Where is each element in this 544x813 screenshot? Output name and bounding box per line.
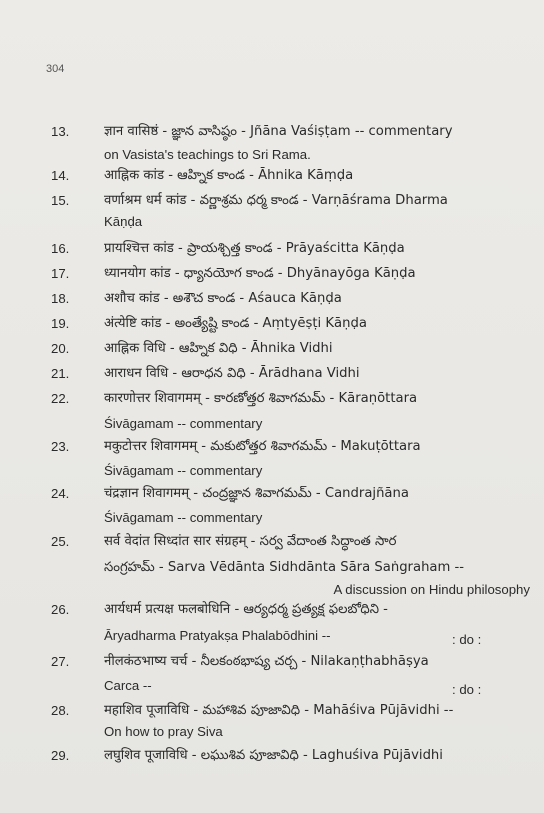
list-item-continuation [0, 508, 544, 528]
list-item [0, 701, 544, 721]
list-item-continuation [0, 212, 544, 232]
item-description: On how to pray Siva [104, 724, 223, 739]
item-description: A discussion on Hindu philosophy [333, 582, 530, 597]
list-item [0, 314, 544, 334]
item-title-cont: Kāṇḍa [104, 214, 143, 229]
item-number: 19. [51, 316, 70, 331]
item-number: 26. [51, 602, 70, 617]
list-item-continuation [0, 558, 544, 578]
item-number: 20. [51, 341, 70, 356]
item-title: चंद्रज्ञान शिवागमम् - చంద్రజ్ఞాన శివాగమమ్ - Candrajñāna [104, 486, 409, 501]
list-item [0, 191, 544, 211]
item-title: ज्ञान वासिष्ठं - జ్ఞాన వాసిష్ఠం - Jñāna Vaśiṣṭam -- commentary [104, 124, 453, 139]
list-item [0, 339, 544, 359]
list-item-continuation [0, 461, 544, 481]
item-number: 18. [51, 291, 70, 306]
list-item [0, 652, 544, 672]
item-number: 21. [51, 366, 70, 381]
list-item-continuation [0, 626, 544, 646]
list-item [0, 289, 544, 309]
list-item [0, 600, 544, 620]
item-title: मकुटोत्तर शिवागमम् - మకుటోత్తర శివాగమమ్ - Makuṭōttara [104, 439, 421, 454]
item-number: 22. [51, 391, 70, 406]
item-title: आराधन विधि - ఆరాధన విధి - Ārādhana Vidhi [104, 366, 360, 381]
item-description: on Vasista's teachings to Sri Rama. [104, 147, 311, 162]
ditto-mark: : do : [452, 682, 482, 697]
list-item [0, 532, 544, 552]
item-title: लघुशिव पूजाविधि - లఘుశివ పూజావిధి - Laghuśiva Pūjāvidhi [104, 748, 443, 763]
list-item [0, 239, 544, 259]
item-title: ध्यानयोग कांड - ధ్యానయోగ కాండ - Dhyānayōga Kāṇḍa [104, 266, 416, 281]
list-item-continuation [0, 145, 544, 165]
page-number: 304 [46, 63, 65, 75]
list-item-continuation [0, 414, 544, 434]
item-title: नीलकंठभाष्य चर्च - నీలకంఠభాష్య చర్చ - Nilakaṇṭhabhāṣya [104, 654, 429, 669]
item-title-cont: Āryadharma Pratyakṣa Phalabōdhini -- [104, 628, 331, 643]
item-number: 29. [51, 748, 70, 763]
item-title: कारणोत्तर शिवागमम् - కారణోత్తర శివాగమమ్ - Kāraṇōttara [104, 391, 418, 406]
item-number: 13. [51, 124, 70, 139]
list-item [0, 364, 544, 384]
item-title: आह्निक विधि - ఆహ్నిక విధి - Āhnika Vidhi [104, 341, 333, 356]
item-number: 23. [51, 439, 70, 454]
list-item [0, 484, 544, 504]
item-title: सर्व वेदांत सिध्दांत सार संग्रहम् - సర్వ వేదాంత సిద్ధాంత సార [104, 534, 397, 549]
item-number: 25. [51, 534, 70, 549]
item-title: आर्यधर्म प्रत्यक्ष फलबोधिनि - ఆర్యధర్మ ప్రత్యక్ష ఫలబోధిని - [104, 602, 388, 617]
item-description: Śivāgamam -- commentary [104, 416, 263, 431]
list-item [0, 122, 544, 142]
list-item [0, 437, 544, 457]
item-title: आह्निक कांड - ఆహ్నిక కాండ - Āhnika Kāṃḍa [104, 168, 354, 183]
item-title: अशौच कांड - అశౌచ కాండ - Aśauca Kāṇḍa [104, 291, 342, 306]
item-number: 17. [51, 266, 70, 281]
item-number: 14. [51, 168, 70, 183]
list-item-continuation [0, 722, 544, 742]
list-item [0, 166, 544, 186]
list-item [0, 746, 544, 766]
item-number: 27. [51, 654, 70, 669]
item-number: 16. [51, 241, 70, 256]
item-number: 15. [51, 193, 70, 208]
item-title: प्रायश्चित्त कांड - ప్రాయశ్చిత్త కాండ - Prāyaścitta Kāṇḍa [104, 241, 405, 256]
ditto-mark: : do : [452, 632, 482, 647]
item-title: वर्णाश्रम धर्म कांड - వర్ణాశ్రమ ధర్మ కాండ - Varṇāśrama Dharma [104, 193, 448, 208]
item-title-cont: సంగ్రహమ్ - Sarva Vēdānta Sidhdānta Sāra Saṅgraham -- [104, 560, 465, 575]
item-title-cont: Carca -- [104, 678, 152, 693]
item-description: Śivāgamam -- commentary [104, 510, 263, 525]
item-number: 24. [51, 486, 70, 501]
list-item-continuation [0, 580, 544, 600]
item-title: अंत्येष्टि कांड - అంత్యేష్టి కాండ - Aṃtyēṣṭi Kāṇḍa [104, 316, 367, 331]
item-number: 28. [51, 703, 70, 718]
list-item [0, 264, 544, 284]
list-item-continuation [0, 676, 544, 696]
item-description: Śivāgamam -- commentary [104, 463, 263, 478]
item-title: महाशिव पूजाविधि - మహాశివ పూజావిధి - Mahāśiva Pūjāvidhi -- [104, 703, 454, 718]
list-item [0, 389, 544, 409]
